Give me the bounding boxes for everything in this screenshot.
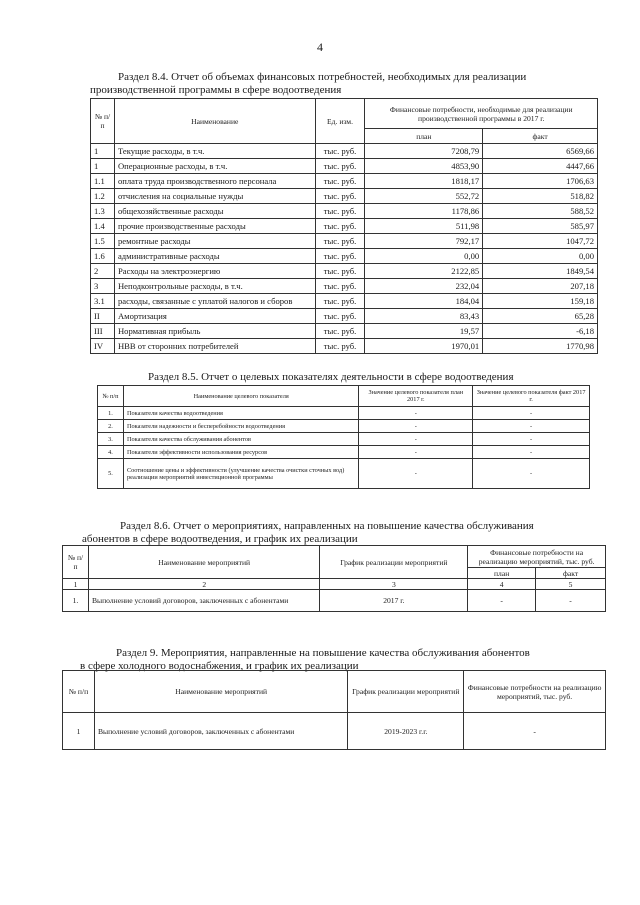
t3-row-fact: - [536,590,606,612]
section-8-4-heading-line2: производственной программы в сфере водоотведения [90,84,342,96]
section-9-heading-line1: Раздел 9. Мероприятия, направленные на повышение качества обслуживания абонентов [116,647,530,659]
t2-row-fact: - [473,407,590,420]
row-num: 1.1 [91,174,115,189]
table-row [98,433,590,446]
row-name: ремонтные расходы [114,234,315,249]
t2-row-num: 4. [98,446,124,459]
t3-row-name: Выполнение условий договоров, заключенных с абонентами [88,590,320,612]
t2-col-fact-header: Значение целевого показателя факт 2017 г. [473,386,590,407]
table-row [91,339,598,354]
row-plan: 1818,17 [365,174,483,189]
row-unit: тыс. руб. [315,204,365,219]
row-fact: 1849,54 [483,264,598,279]
row-num: 1.5 [91,234,115,249]
table-row [98,446,590,459]
service-quality-measures-table [62,545,606,612]
row-unit: тыс. руб. [315,144,365,159]
t3-index-cell: 1 [63,579,89,590]
row-num: 1 [91,159,115,174]
row-num: 1.3 [91,204,115,219]
target-indicators-table [97,385,590,489]
t2-row-plan: - [359,433,473,446]
row-num: II [91,309,115,324]
row-num: 1.2 [91,189,115,204]
t2-col-plan-header: Значение целевого показателя план 2017 г. [359,386,473,407]
row-plan: 19,57 [365,324,483,339]
t2-row-name: Показатели качества обслуживания абонентов [123,433,358,446]
t3-row-plan: - [468,590,536,612]
table-row [91,204,598,219]
t4-col-fin-header: Финансовые потребности на реализацию мероприятий, тыс. руб. [464,671,606,713]
t4-row-num: 1 [63,713,95,750]
table-row [91,264,598,279]
row-plan: 232,04 [365,279,483,294]
col-name-header: Наименование [114,99,315,144]
section-8-6-heading-line2: абонентов в сфере водоотведения, и график их реализации [82,533,358,545]
t4-col-name-header: Наименование мероприятий [94,671,347,713]
t4-col-schedule-header: График реализации мероприятий [348,671,464,713]
row-plan: 511,98 [365,219,483,234]
table-row [91,294,598,309]
t2-row-fact: - [473,433,590,446]
t3-index-cell: 3 [320,579,468,590]
t3-index-cell: 4 [468,579,536,590]
row-name: административные расходы [114,249,315,264]
t2-row-fact: - [473,420,590,433]
t3-col-fact-header: факт [536,568,606,579]
t2-row-num: 3. [98,433,124,446]
row-unit: тыс. руб. [315,174,365,189]
table-row [91,309,598,324]
row-name: Амортизация [114,309,315,324]
row-fact: 588,52 [483,204,598,219]
row-name: расходы, связанные с уплатой налогов и сборов [114,294,315,309]
section-8-4-heading-line1: Раздел 8.4. Отчет об объемах финансовых потребностей, необходимых для реализации [118,71,527,83]
t2-row-plan: - [359,407,473,420]
row-plan: 7208,79 [365,144,483,159]
row-num: 1.6 [91,249,115,264]
table-row [91,174,598,189]
row-name: Нормативная прибыль [114,324,315,339]
section-9-heading-line2: в сфере холодного водоснабжения, и график их реализации [80,660,359,672]
col-unit-header: Ед. изм. [315,99,365,144]
row-unit: тыс. руб. [315,339,365,354]
t2-row-name: Показатели надежности и бесперебойности водоотведения [123,420,358,433]
row-num: III [91,324,115,339]
row-unit: тыс. руб. [315,324,365,339]
t3-row-schedule: 2017 г. [320,590,468,612]
t2-row-fact: - [473,446,590,459]
row-name: Текущие расходы, в т.ч. [114,144,315,159]
row-name: НВВ от сторонних потребителей [114,339,315,354]
cold-water-measures-table [62,670,606,750]
t2-col-name-header: Наименование целевого показателя [123,386,358,407]
t2-row-name: Показатели эффективности использования ресурсов [123,446,358,459]
t3-col-plan-header: план [468,568,536,579]
table-row [63,590,606,612]
financial-needs-table [90,98,598,354]
row-fact: 65,28 [483,309,598,324]
row-name: Операционные расходы, в т.ч. [114,159,315,174]
t3-col-schedule-header: График реализации мероприятий [320,546,468,579]
t3-index-cell: 5 [536,579,606,590]
row-plan: 1178,86 [365,204,483,219]
row-num: IV [91,339,115,354]
t3-row-num: 1. [63,590,89,612]
col-num-header: № п/п [91,99,115,144]
row-fact: 159,18 [483,294,598,309]
t4-row-name: Выполнение условий договоров, заключенных с абонентами [94,713,347,750]
row-plan: 0,00 [365,249,483,264]
row-unit: тыс. руб. [315,279,365,294]
row-plan: 792,17 [365,234,483,249]
row-plan: 83,43 [365,309,483,324]
t2-col-num-header: № п/п [98,386,124,407]
t3-col-num-header: № п/п [63,546,89,579]
section-8-6-heading-line1: Раздел 8.6. Отчет о мероприятиях, направленных на повышение качества обслуживания [120,520,534,532]
t2-row-name: Соотношение цены и эффективности (улучшение качества очистки сточных вод) реализации мероприятий инвестиционной программы [123,459,358,489]
row-fact: 1770,98 [483,339,598,354]
t4-col-num-header: № п/п [63,671,95,713]
col-fin-header: Финансовые потребности, необходимые для реализации производственной программы в 2017 г. [365,99,598,129]
row-unit: тыс. руб. [315,249,365,264]
table-row [98,407,590,420]
table-row [91,189,598,204]
table-row [91,249,598,264]
row-fact: 1047,72 [483,234,598,249]
t3-index-cell: 2 [88,579,320,590]
t2-row-plan: - [359,446,473,459]
row-num: 2 [91,264,115,279]
row-name: отчисления на социальные нужды [114,189,315,204]
table-row [91,219,598,234]
row-unit: тыс. руб. [315,159,365,174]
table-row [91,234,598,249]
row-fact: 6569,66 [483,144,598,159]
row-fact: 4447,66 [483,159,598,174]
row-fact: -6,18 [483,324,598,339]
table-row [98,459,590,489]
row-fact: 0,00 [483,249,598,264]
row-num: 1 [91,144,115,159]
row-plan: 184,04 [365,294,483,309]
row-fact: 1706,63 [483,174,598,189]
page-number: 4 [317,40,323,54]
table-row [91,159,598,174]
row-num: 3.1 [91,294,115,309]
t2-row-num: 2. [98,420,124,433]
row-plan: 552,72 [365,189,483,204]
row-plan: 4853,90 [365,159,483,174]
table-row [98,420,590,433]
t2-row-plan: - [359,459,473,489]
section-8-4-heading [90,71,598,97]
table-row [91,279,598,294]
t2-row-num: 1. [98,407,124,420]
section-8-6-heading [82,520,600,546]
row-name: прочие производственные расходы [114,219,315,234]
row-name: Расходы на электроэнергию [114,264,315,279]
row-plan: 2122,85 [365,264,483,279]
row-name: оплата труда производственного персонала [114,174,315,189]
row-unit: тыс. руб. [315,309,365,324]
col-fact-header: факт [483,129,598,144]
table-row [91,324,598,339]
table-row [91,144,598,159]
t2-row-num: 5. [98,459,124,489]
row-fact: 518,82 [483,189,598,204]
row-plan: 1970,01 [365,339,483,354]
row-unit: тыс. руб. [315,294,365,309]
row-fact: 207,18 [483,279,598,294]
row-num: 3 [91,279,115,294]
t2-row-fact: - [473,459,590,489]
row-num: 1.4 [91,219,115,234]
col-plan-header: план [365,129,483,144]
table-row [63,713,606,750]
t3-col-fin-header: Финансовые потребности на реализацию мероприятий, тыс. руб. [468,546,606,568]
row-unit: тыс. руб. [315,234,365,249]
row-unit: тыс. руб. [315,264,365,279]
t2-row-name: Показатели качества водоотведения [123,407,358,420]
t3-col-name-header: Наименование мероприятий [88,546,320,579]
section-8-5-heading: Раздел 8.5. Отчет о целевых показателях деятельности в сфере водоотведения [148,371,514,383]
row-unit: тыс. руб. [315,219,365,234]
row-name: Неподконтрольные расходы, в т.ч. [114,279,315,294]
row-name: общехозяйственные расходы [114,204,315,219]
row-fact: 585,97 [483,219,598,234]
t2-row-plan: - [359,420,473,433]
t4-row-fin: - [464,713,606,750]
row-unit: тыс. руб. [315,189,365,204]
t4-row-schedule: 2019-2023 г.г. [348,713,464,750]
